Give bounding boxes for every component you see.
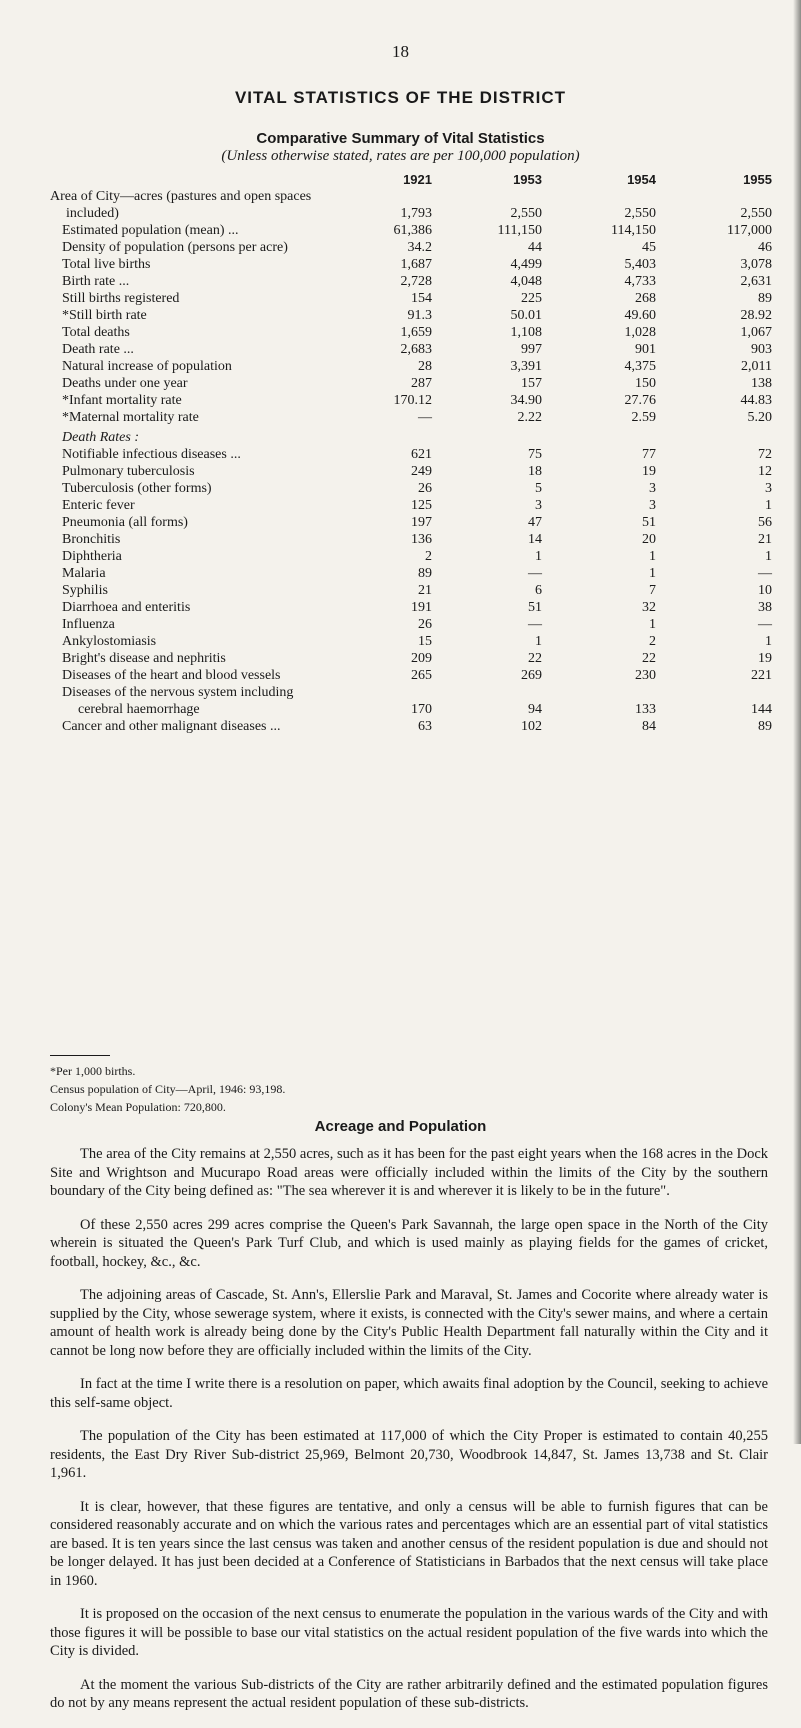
table-row — [50, 531, 772, 548]
cell-1921: 197 — [411, 515, 432, 530]
table-row — [50, 307, 772, 324]
table-row — [50, 616, 772, 633]
footnotes — [50, 1062, 285, 1116]
table-row — [50, 565, 772, 582]
table-row — [50, 392, 772, 409]
row-label: Total live births — [62, 257, 151, 272]
cell-1953: 2.22 — [517, 410, 542, 425]
cell-1921: 287 — [411, 376, 432, 391]
death-rates-heading-row — [50, 426, 772, 446]
cell-1953: 4,499 — [510, 257, 542, 272]
cell-1954: 77 — [642, 447, 656, 462]
cell-1955: 1 — [765, 549, 772, 564]
cell-1921: 26 — [418, 481, 432, 496]
table-row — [50, 341, 772, 358]
cell-1955: 44.83 — [740, 393, 772, 408]
cell-1921: 89 — [418, 566, 432, 581]
cell-1953: 225 — [521, 291, 542, 306]
cell-1921: 170 — [411, 702, 432, 717]
death-rates-heading: Death Rates : — [62, 430, 139, 445]
cell-1955: 2,011 — [741, 359, 772, 374]
table-row — [50, 358, 772, 375]
cell-1955: 72 — [758, 447, 772, 462]
table-header-row — [50, 166, 772, 188]
footnote: Colony's Mean Population: 720,800. — [50, 1100, 226, 1114]
cell-1954: 22 — [642, 651, 656, 666]
table-row-label-line — [50, 684, 772, 701]
table-row — [50, 650, 772, 667]
cell-1955: 56 — [758, 515, 772, 530]
paragraph: Of these 2,550 acres 299 acres comprise the Queen's Park Savannah, the large open space in the North of the City wherein is situated the Queen's Park Turf Club, and which is used mainly as playing fields for the games of cricket, football, hockey, &c., &c. — [50, 1216, 768, 1270]
table-row — [50, 599, 772, 616]
row-label: Bronchitis — [62, 532, 121, 547]
cell-1954: 45 — [642, 240, 656, 255]
table-row — [50, 273, 772, 290]
cell-1953: 4,048 — [510, 274, 542, 289]
table-row — [50, 256, 772, 273]
page-number: 18 — [392, 42, 409, 61]
death-rate-rows — [50, 446, 772, 735]
table-row — [50, 701, 772, 718]
row-label: Cancer and other malignant diseases ... — [62, 719, 281, 734]
cell-1954: 4,375 — [624, 359, 656, 374]
header-label-cell — [50, 166, 360, 188]
cell-1954: 27.76 — [624, 393, 656, 408]
cell-1954: 268 — [635, 291, 656, 306]
row-label: Bright's disease and nephritis — [62, 651, 226, 666]
cell-1953: 2,550 — [510, 206, 542, 221]
table-title: Comparative Summary of Vital Statistics — [256, 130, 545, 147]
cell-1921: 15 — [418, 634, 432, 649]
cell-1954: 150 — [635, 376, 656, 391]
cell-1921: 154 — [411, 291, 432, 306]
cell-1953: 3 — [535, 498, 542, 513]
cell-1921: 2,728 — [400, 274, 432, 289]
cell-1953: 34.90 — [510, 393, 542, 408]
cell-1955: 12 — [758, 464, 772, 479]
table-row — [50, 205, 772, 222]
row-label: Birth rate ... — [62, 274, 130, 289]
cell-1953: 47 — [528, 515, 542, 530]
cell-1954: 114,150 — [611, 223, 656, 238]
cell-1955: 21 — [758, 532, 772, 547]
cell-1954: 133 — [635, 702, 656, 717]
row-label: Natural increase of population — [62, 359, 232, 374]
cell-1953: 14 — [528, 532, 542, 547]
cell-1921: 91.3 — [407, 308, 432, 323]
cell-1953: 51 — [528, 600, 542, 615]
cell-1955: 89 — [758, 719, 772, 734]
row-label: Diphtheria — [62, 549, 122, 564]
table-row — [50, 548, 772, 565]
row-label: Death rate ... — [62, 342, 134, 357]
table-row — [50, 409, 772, 426]
row-label: Area of City—acres (pastures and open spaces — [50, 189, 312, 204]
table-row — [50, 497, 772, 514]
cell-1953: 18 — [528, 464, 542, 479]
cell-1953: 44 — [528, 240, 542, 255]
cell-1953: — — [528, 617, 542, 632]
row-label: Estimated population (mean) ... — [62, 223, 239, 238]
cell-1921: 1,793 — [400, 206, 432, 221]
cell-1955: 2,550 — [740, 206, 772, 221]
table-row — [50, 667, 772, 684]
cell-1953: 1,108 — [510, 325, 542, 340]
table-row-label-line — [50, 188, 772, 205]
cell-1953: 269 — [521, 668, 542, 683]
row-label: Tuberculosis (other forms) — [62, 481, 212, 496]
cell-1921: 1,687 — [400, 257, 432, 272]
cell-1921: 136 — [411, 532, 432, 547]
row-label: Ankylostomiasis — [62, 634, 157, 649]
row-label: Deaths under one year — [62, 376, 188, 391]
cell-1955: 2,631 — [740, 274, 772, 289]
cell-1954: 901 — [635, 342, 656, 357]
table-row — [50, 718, 772, 735]
cell-1953: 157 — [521, 376, 542, 391]
cell-1954: 84 — [642, 719, 656, 734]
cell-1954: 230 — [635, 668, 656, 683]
summary-rows — [50, 188, 772, 426]
cell-1954: 1 — [649, 617, 656, 632]
cell-1921: 28 — [418, 359, 432, 374]
row-label: Total deaths — [62, 325, 130, 340]
cell-1954: 2.59 — [631, 410, 656, 425]
cell-1954: 3 — [649, 498, 656, 513]
row-label: *Infant mortality rate — [62, 393, 182, 408]
row-label: Influenza — [62, 617, 115, 632]
cell-1955: 19 — [758, 651, 772, 666]
cell-1921: 2,683 — [400, 342, 432, 357]
row-label: *Maternal mortality rate — [62, 410, 199, 425]
cell-1955: 3 — [765, 481, 772, 496]
row-label: Diarrhoea and enteritis — [62, 600, 191, 615]
cell-1921: — — [418, 410, 432, 425]
cell-1953: — — [528, 566, 542, 581]
cell-1921: 63 — [418, 719, 432, 734]
row-label: Still births registered — [62, 291, 180, 306]
paragraph: The area of the City remains at 2,550 acres, such as it has been for the past eight years when the 168 acres in the Dock Site and Wrightson and Mucurapo Road areas were officially included within the limits of the City by the southern boundary of the City being defined as: "The sea wherever it is and wherever it is likely to be in the future". — [50, 1146, 768, 1199]
row-label: Diseases of the nervous system including — [62, 685, 294, 700]
header-year-1953: 1953 — [513, 172, 542, 187]
row-label: Density of population (persons per acre) — [62, 240, 288, 255]
cell-1921: 191 — [411, 600, 432, 615]
cell-1921: 170.12 — [393, 393, 432, 408]
cell-1921: 26 — [418, 617, 432, 632]
death-rates-group — [50, 426, 772, 446]
table-row — [50, 582, 772, 599]
table-row — [50, 514, 772, 531]
table-row — [50, 480, 772, 497]
cell-1954: 51 — [642, 515, 656, 530]
cell-1921: 2 — [425, 549, 432, 564]
cell-1921: 265 — [411, 668, 432, 683]
footnote: *Per 1,000 births. — [50, 1064, 136, 1078]
body-text — [50, 1145, 768, 1728]
cell-1954: 20 — [642, 532, 656, 547]
cell-1921: 621 — [411, 447, 432, 462]
table-row — [50, 290, 772, 307]
cell-1955: 1 — [765, 634, 772, 649]
cell-1954: 3 — [649, 481, 656, 496]
cell-1954: 4,733 — [624, 274, 656, 289]
cell-1955: 38 — [758, 600, 772, 615]
table-row — [50, 324, 772, 341]
cell-1921: 34.2 — [407, 240, 432, 255]
header-year-1954: 1954 — [627, 172, 656, 187]
cell-1955: 117,000 — [727, 223, 772, 238]
row-label: included) — [66, 206, 119, 221]
cell-1921: 1,659 — [400, 325, 432, 340]
cell-1955: 10 — [758, 583, 772, 598]
cell-1953: 1 — [535, 634, 542, 649]
table-row — [50, 239, 772, 256]
cell-1954: 5,403 — [624, 257, 656, 272]
row-label: Notifiable infectious diseases ... — [62, 447, 241, 462]
cell-1955: 5.20 — [747, 410, 772, 425]
footnote: Census population of City—April, 1946: 93,198. — [50, 1082, 286, 1096]
table-row — [50, 633, 772, 650]
row-label: cerebral haemorrhage — [78, 702, 200, 717]
row-label: Malaria — [62, 566, 106, 581]
table-row — [50, 375, 772, 392]
cell-1955: — — [758, 566, 772, 581]
page-edge-shadow — [793, 0, 801, 1444]
row-label: Pulmonary tuberculosis — [62, 464, 195, 479]
cell-1955: 903 — [751, 342, 772, 357]
cell-1953: 5 — [535, 481, 542, 496]
cell-1954: 32 — [642, 600, 656, 615]
cell-1954: 2,550 — [624, 206, 656, 221]
row-label: *Still birth rate — [62, 308, 147, 323]
cell-1955: 46 — [758, 240, 772, 255]
cell-1921: 21 — [418, 583, 432, 598]
cell-1921: 209 — [411, 651, 432, 666]
paragraph: It is clear, however, that these figures are tentative, and only a census will be able to furnish figures that can be considered reasonably accurate and on which the various rates and percentages which are an essential part of vital statistics are based. It is ten years since the last census was taken and another census of the resident population is due and should not be longer delayed. It has just been decided at a Conference of Statisticians in Barbados that the next census will take place in 1960. — [50, 1498, 768, 1589]
cell-1921: 125 — [411, 498, 432, 513]
cell-1953: 50.01 — [510, 308, 542, 323]
paragraph: The population of the City has been estimated at 117,000 of which the City Proper is estimated to contain 40,255 residents, the East Dry River Sub-district 25,969, Belmont 20,730, Woodbrook 14,847, St. James 13,738 and St. Clair 1,961. — [50, 1428, 768, 1481]
cell-1955: 221 — [751, 668, 772, 683]
row-label: Enteric fever — [62, 498, 135, 513]
cell-1953: 102 — [521, 719, 542, 734]
footnote-divider — [50, 1055, 110, 1056]
row-label: Diseases of the heart and blood vessels — [62, 668, 281, 683]
cell-1954: 1 — [649, 566, 656, 581]
paragraph: In fact at the time I write there is a resolution on paper, which awaits final adoption by the Council, seeking to achieve this self-same object. — [50, 1376, 768, 1411]
cell-1955: 1 — [765, 498, 772, 513]
cell-1921: 61,386 — [393, 223, 432, 238]
section-heading: Acreage and Population — [314, 1118, 487, 1135]
cell-1953: 6 — [535, 583, 542, 598]
table-row — [50, 222, 772, 239]
row-label: Pneumonia (all forms) — [62, 515, 188, 530]
cell-1953: 111,150 — [497, 223, 542, 238]
cell-1953: 75 — [528, 447, 542, 462]
cell-1955: — — [758, 617, 772, 632]
header-year-1955: 1955 — [743, 172, 772, 187]
row-label: Syphilis — [62, 583, 108, 598]
cell-1953: 22 — [528, 651, 542, 666]
paragraph: The adjoining areas of Cascade, St. Ann's, Ellerslie Park and Maraval, St. James and Cocorite where already water is supplied by the City, whose sewerage system, where it exists, is connected with the City's sewer mains, and where a certain amount of health work is already being done by the City's Public Health Department fall naturally within the City and it cannot be long now before they are officially included within the limits of the City. — [50, 1287, 768, 1359]
cell-1955: 144 — [751, 702, 772, 717]
vital-statistics-table — [50, 166, 772, 735]
table-row — [50, 463, 772, 480]
cell-1954: 7 — [649, 583, 656, 598]
cell-1954: 19 — [642, 464, 656, 479]
cell-1955: 89 — [758, 291, 772, 306]
cell-1954: 1 — [649, 549, 656, 564]
cell-1954: 2 — [649, 634, 656, 649]
cell-1953: 94 — [528, 702, 542, 717]
cell-1953: 997 — [521, 342, 542, 357]
table-row — [50, 446, 772, 463]
cell-1953: 1 — [535, 549, 542, 564]
paragraph: At the moment the various Sub-districts of the City are rather arbitrarily defined and the estimated population figures do not by any means represent the actual resident population of these sub-districts. — [50, 1676, 768, 1711]
page-title: VITAL STATISTICS OF THE DISTRICT — [234, 88, 567, 107]
cell-1954: 1,028 — [624, 325, 656, 340]
table-subtitle: (Unless otherwise stated, rates are per 100,000 population) — [221, 148, 580, 164]
cell-1953: 3,391 — [510, 359, 542, 374]
cell-1954: 49.60 — [624, 308, 656, 323]
cell-1955: 3,078 — [740, 257, 772, 272]
paragraph: It is proposed on the occasion of the next census to enumerate the population in the various wards of the City and with those figures it will be possible to base our vital statistics on the actual resident population of the five wards into which the City is divided. — [50, 1606, 768, 1659]
cell-1955: 1,067 — [740, 325, 772, 340]
header-year-1921: 1921 — [403, 172, 432, 187]
cell-1921: 249 — [411, 464, 432, 479]
cell-1955: 138 — [751, 376, 772, 391]
cell-1955: 28.92 — [740, 308, 772, 323]
